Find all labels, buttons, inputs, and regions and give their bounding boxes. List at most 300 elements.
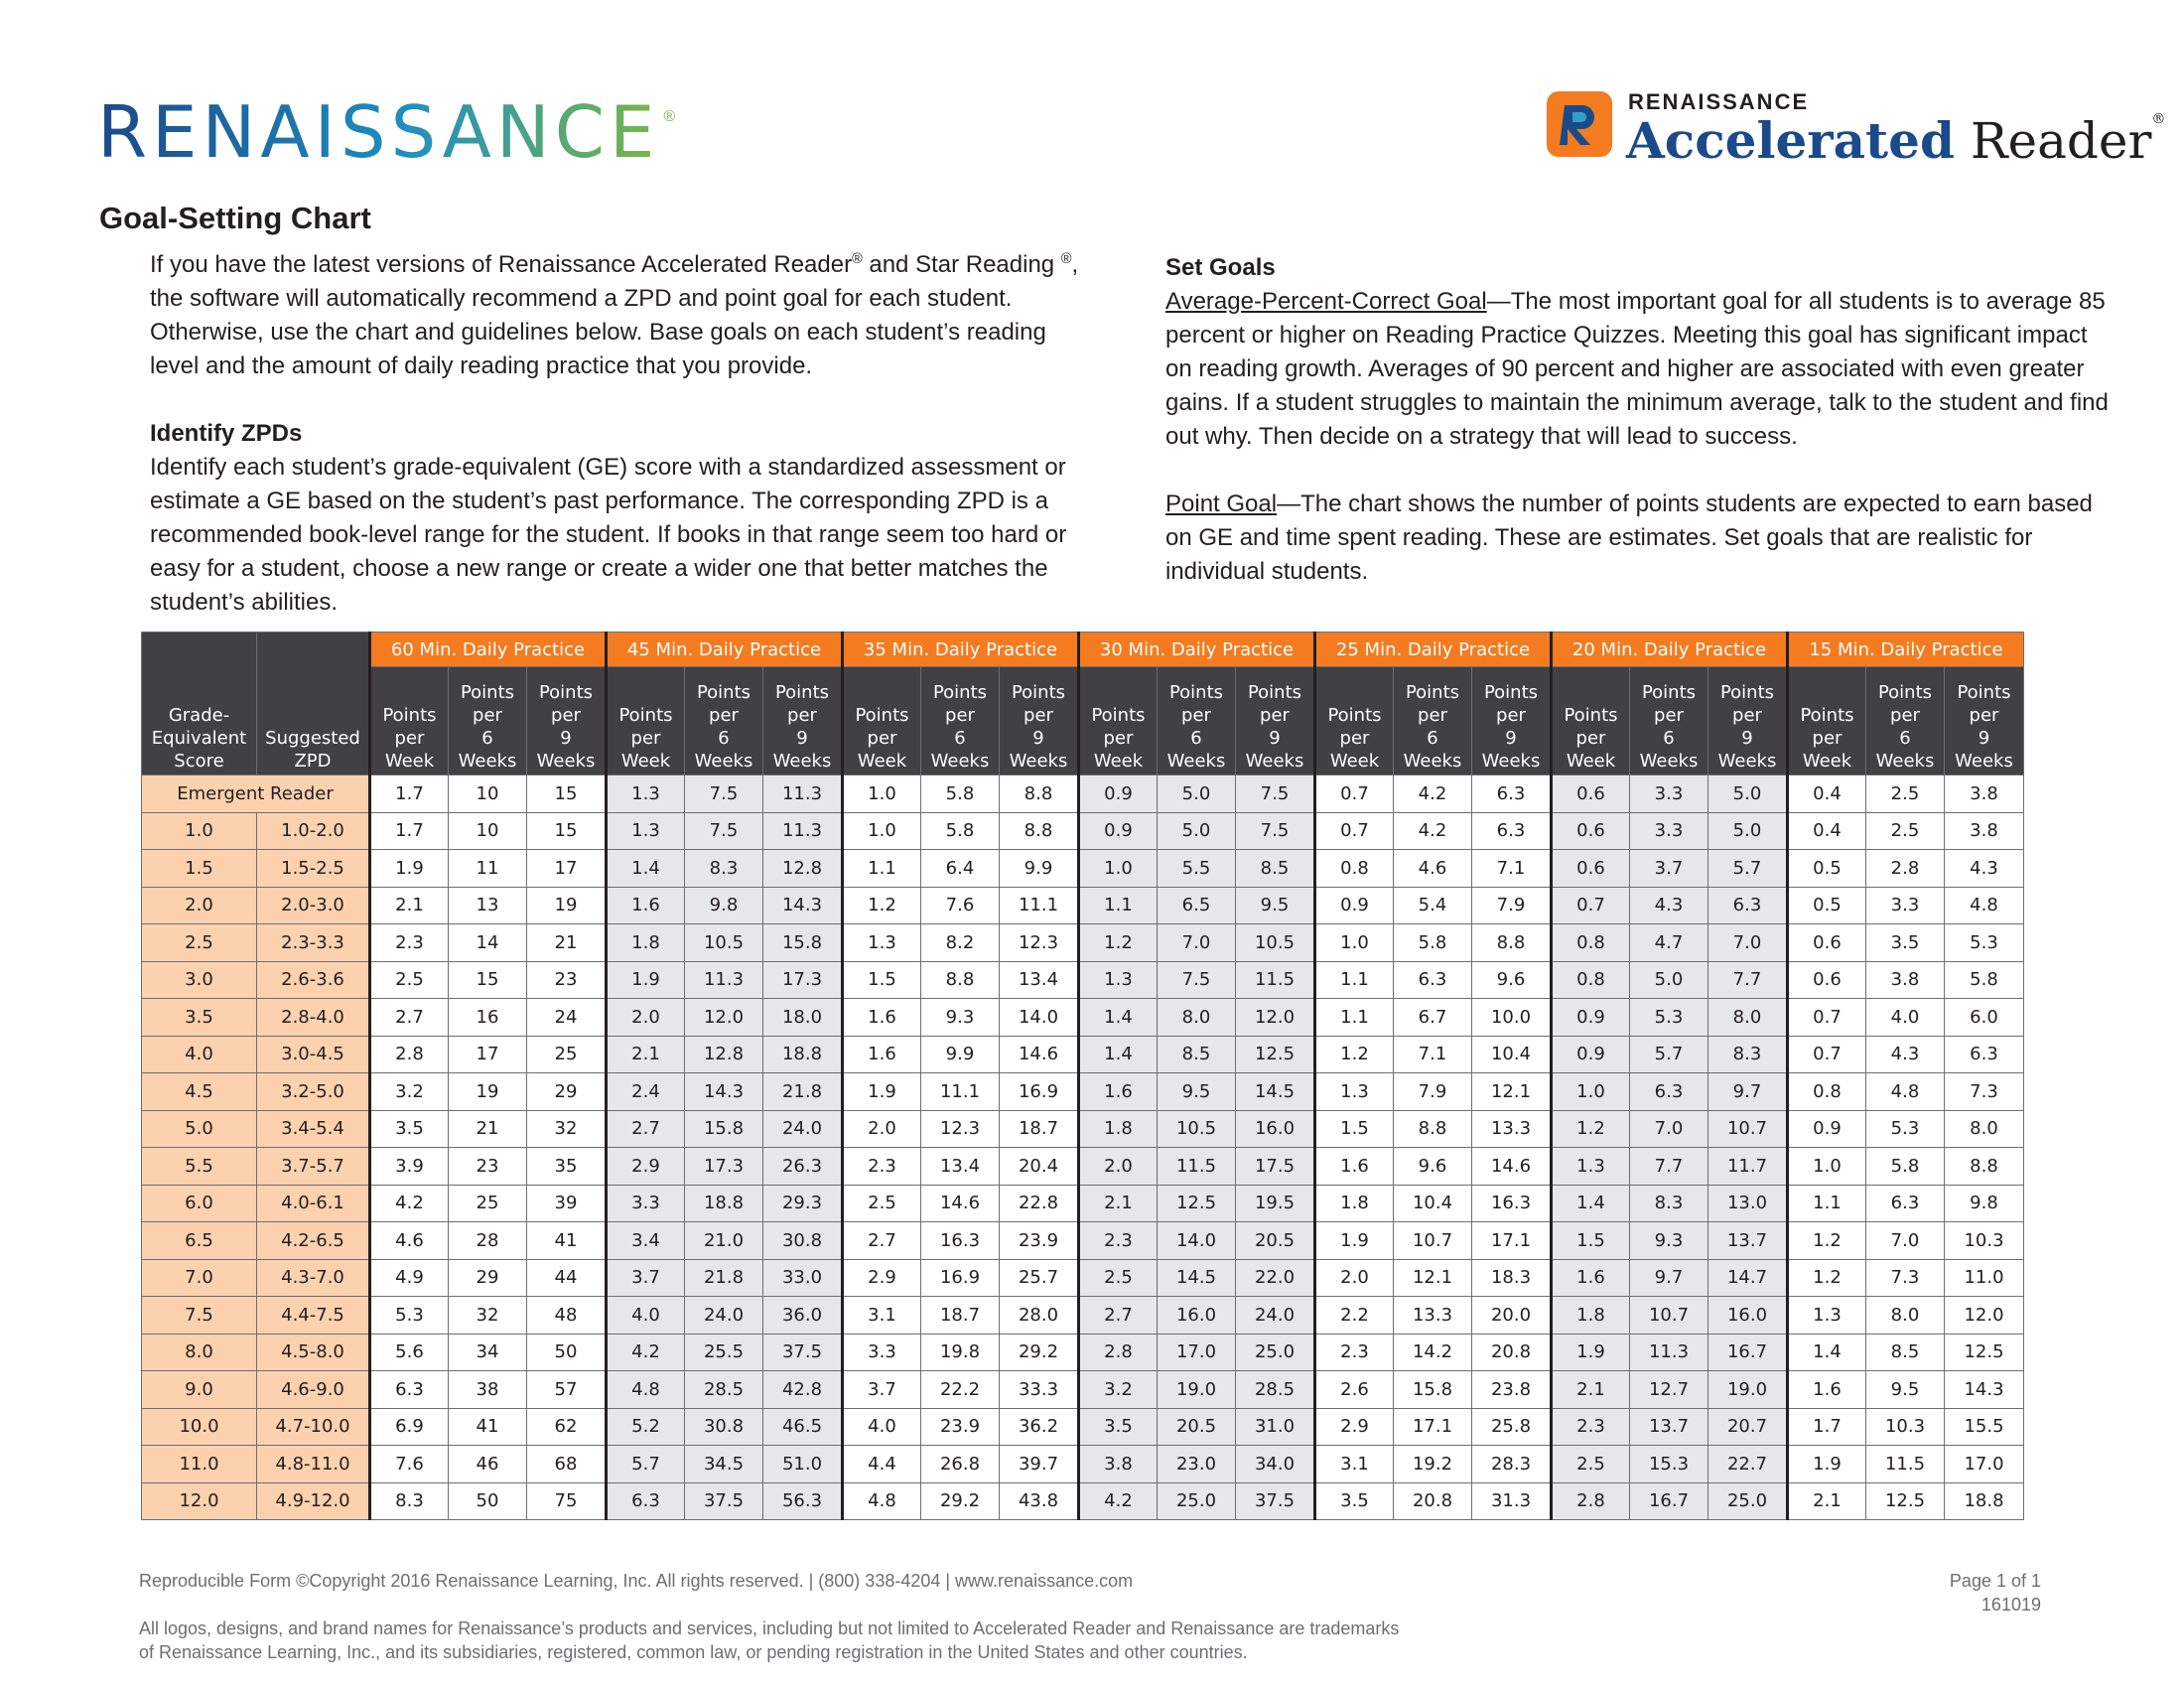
zpd-heading: Identify ZPDs: [150, 420, 303, 447]
points-cell: 9.3: [921, 999, 1000, 1037]
points-cell: 5.8: [1945, 961, 2024, 999]
points-cell: 0.7: [1788, 1036, 1866, 1073]
points-subheader: Points per 6 Weeks: [1866, 667, 1945, 775]
points-cell: 18.3: [1472, 1259, 1552, 1297]
points-cell: 6.3: [1472, 775, 1552, 813]
points-cell: 18.7: [921, 1297, 1000, 1335]
points-cell: 12.5: [1866, 1482, 1945, 1520]
points-cell: 19.2: [1394, 1446, 1472, 1483]
goals-heading: Set Goals: [1165, 254, 1276, 281]
points-cell: 9.9: [1000, 850, 1079, 888]
points-cell: 0.4: [1788, 775, 1866, 813]
points-cell: 5.3: [1866, 1110, 1945, 1148]
points-cell: 6.3: [1394, 961, 1472, 999]
points-cell: 1.6: [1552, 1259, 1630, 1297]
points-cell: 22.8: [1000, 1185, 1079, 1222]
points-cell: 4.0: [843, 1408, 921, 1446]
points-cell: 1.3: [1788, 1297, 1866, 1335]
points-cell: 8.0: [1708, 999, 1788, 1037]
grade-equivalent-cell: 4.0: [142, 1036, 257, 1073]
points-cell: 8.5: [1236, 850, 1315, 888]
points-cell: 1.2: [1552, 1110, 1630, 1148]
points-cell: 18.8: [763, 1036, 843, 1073]
points-subheader: Points per 6 Weeks: [685, 667, 763, 775]
points-cell: 37.5: [1236, 1482, 1315, 1520]
points-cell: 4.9: [370, 1259, 449, 1297]
zpd-cell: 3.0-4.5: [257, 1036, 370, 1073]
points-cell: 3.3: [607, 1185, 685, 1222]
points-cell: 4.4: [843, 1446, 921, 1483]
table-row: [142, 887, 2024, 924]
grade-equivalent-cell: 8.0: [142, 1334, 257, 1371]
points-cell: 0.7: [1552, 887, 1630, 924]
practice-group-header: 60 Min. Daily Practice: [370, 633, 607, 667]
practice-group-header: 25 Min. Daily Practice: [1315, 633, 1552, 667]
points-cell: 0.6: [1788, 924, 1866, 962]
table-row: [142, 1408, 2024, 1446]
points-cell: 10.7: [1630, 1297, 1708, 1335]
intro-paragraph: [150, 248, 1083, 383]
points-cell: 24.0: [685, 1297, 763, 1335]
points-cell: 5.8: [921, 812, 1000, 850]
points-cell: 1.1: [1788, 1185, 1866, 1222]
grade-equivalent-cell: 5.5: [142, 1148, 257, 1186]
grade-equivalent-cell: Emergent Reader: [142, 775, 370, 813]
points-cell: 6.5: [1158, 887, 1236, 924]
points-cell: 8.5: [1866, 1334, 1945, 1371]
points-cell: 9.5: [1866, 1371, 1945, 1409]
points-cell: 5.7: [1708, 850, 1788, 888]
grade-equivalent-cell: 7.0: [142, 1259, 257, 1297]
points-cell: 26.3: [763, 1148, 843, 1186]
points-cell: 11.3: [763, 812, 843, 850]
points-cell: 7.9: [1472, 887, 1552, 924]
points-cell: 3.9: [370, 1148, 449, 1186]
points-cell: 5.8: [921, 775, 1000, 813]
points-cell: 8.3: [1630, 1185, 1708, 1222]
grade-equivalent-cell: 4.5: [142, 1073, 257, 1111]
zpd-cell: 4.0-6.1: [257, 1185, 370, 1222]
points-cell: 4.2: [607, 1334, 685, 1371]
points-subheader: Points per 6 Weeks: [1394, 667, 1472, 775]
points-cell: 9.7: [1708, 1073, 1788, 1111]
points-cell: 1.9: [1552, 1334, 1630, 1371]
points-cell: 2.0: [607, 999, 685, 1037]
points-cell: 15: [527, 775, 607, 813]
points-cell: 0.9: [1552, 1036, 1630, 1073]
points-cell: 2.2: [1315, 1297, 1394, 1335]
practice-group-header: 30 Min. Daily Practice: [1079, 633, 1315, 667]
point-goal-label: Point Goal: [1165, 491, 1278, 517]
points-cell: 2.8: [370, 1036, 449, 1073]
points-cell: 15.8: [763, 924, 843, 962]
points-cell: 12.0: [1236, 999, 1315, 1037]
points-cell: 0.4: [1788, 812, 1866, 850]
points-cell: 24.0: [763, 1110, 843, 1148]
table-row: [142, 1036, 2024, 1073]
points-cell: 1.5: [1552, 1222, 1630, 1260]
zpd-cell: 1.5-2.5: [257, 850, 370, 888]
table-row: [142, 1110, 2024, 1148]
practice-group-header: 20 Min. Daily Practice: [1552, 633, 1788, 667]
points-cell: 25.8: [1472, 1408, 1552, 1446]
points-cell: 7.0: [1866, 1222, 1945, 1260]
points-cell: 62: [527, 1408, 607, 1446]
points-cell: 1.0: [1552, 1073, 1630, 1111]
points-cell: 30.8: [685, 1408, 763, 1446]
points-cell: 14.3: [685, 1073, 763, 1111]
points-cell: 22.0: [1236, 1259, 1315, 1297]
points-cell: 0.8: [1552, 961, 1630, 999]
points-cell: 10.7: [1394, 1222, 1472, 1260]
points-subheader: Points per 9 Weeks: [763, 667, 843, 775]
points-cell: 1.8: [1552, 1297, 1630, 1335]
points-cell: 7.3: [1866, 1259, 1945, 1297]
points-cell: 4.2: [1394, 775, 1472, 813]
points-cell: 10.0: [1472, 999, 1552, 1037]
points-cell: 13.3: [1472, 1110, 1552, 1148]
points-cell: 7.0: [1708, 924, 1788, 962]
points-cell: 4.8: [607, 1371, 685, 1409]
table-row: [142, 1371, 2024, 1409]
points-cell: 1.6: [843, 1036, 921, 1073]
points-cell: 12.7: [1630, 1371, 1708, 1409]
points-cell: 1.1: [1315, 999, 1394, 1037]
accelerated-reader-icon: [1547, 91, 1612, 157]
points-cell: 1.6: [843, 999, 921, 1037]
points-cell: 12.0: [1945, 1297, 2024, 1335]
points-cell: 1.5: [843, 961, 921, 999]
points-cell: 25.0: [1236, 1334, 1315, 1371]
points-cell: 28.3: [1472, 1446, 1552, 1483]
points-cell: 51.0: [763, 1446, 843, 1483]
points-cell: 23.9: [921, 1408, 1000, 1446]
points-cell: 25.7: [1000, 1259, 1079, 1297]
points-cell: 8.0: [1866, 1297, 1945, 1335]
points-cell: 2.3: [370, 924, 449, 962]
apc-paragraph: [1165, 285, 2118, 454]
points-cell: 4.2: [1079, 1482, 1158, 1520]
grade-equivalent-cell: 12.0: [142, 1482, 257, 1520]
table-row: [142, 961, 2024, 999]
points-cell: 22.7: [1708, 1446, 1788, 1483]
points-cell: 9.5: [1236, 887, 1315, 924]
points-cell: 3.2: [370, 1073, 449, 1111]
points-subheader: Points per Week: [1788, 667, 1866, 775]
points-cell: 5.3: [1945, 924, 2024, 962]
grade-equivalent-cell: 11.0: [142, 1446, 257, 1483]
goals-column: [1165, 251, 2118, 589]
points-cell: 11.0: [1945, 1259, 2024, 1297]
points-cell: 0.9: [1552, 999, 1630, 1037]
intro-text-a: If you have the latest versions of Renaissance Accelerated Reader: [150, 251, 853, 278]
points-cell: 25.5: [685, 1334, 763, 1371]
points-subheader: Points per 9 Weeks: [1000, 667, 1079, 775]
points-cell: 6.3: [607, 1482, 685, 1520]
points-cell: 1.9: [370, 850, 449, 888]
table-row: [142, 1073, 2024, 1111]
points-cell: 6.3: [1472, 812, 1552, 850]
points-cell: 1.0: [843, 775, 921, 813]
points-cell: 10.5: [685, 924, 763, 962]
points-cell: 14.7: [1708, 1259, 1788, 1297]
points-cell: 37.5: [685, 1482, 763, 1520]
points-cell: 9.3: [1630, 1222, 1708, 1260]
point-goal-paragraph: [1165, 488, 2118, 589]
points-cell: 0.7: [1315, 775, 1394, 813]
points-cell: 7.3: [1945, 1073, 2024, 1111]
points-cell: 12.1: [1472, 1073, 1552, 1111]
points-cell: 2.5: [1079, 1259, 1158, 1297]
points-cell: 18.8: [685, 1185, 763, 1222]
points-cell: 9.6: [1472, 961, 1552, 999]
points-subheader: Points per Week: [1079, 667, 1158, 775]
points-cell: 23: [449, 1148, 527, 1186]
points-cell: 1.2: [1788, 1222, 1866, 1260]
points-cell: 2.8: [1552, 1482, 1630, 1520]
table-row: [142, 1222, 2024, 1260]
points-cell: 6.3: [1630, 1073, 1708, 1111]
points-cell: 0.6: [1788, 961, 1866, 999]
points-cell: 1.3: [1552, 1148, 1630, 1186]
zpd-cell: 4.6-9.0: [257, 1371, 370, 1409]
points-subheader: Points per Week: [1552, 667, 1630, 775]
points-cell: 12.8: [685, 1036, 763, 1073]
zpd-cell: 3.4-5.4: [257, 1110, 370, 1148]
points-cell: 12.5: [1158, 1185, 1236, 1222]
points-cell: 41: [527, 1222, 607, 1260]
points-cell: 2.0: [1079, 1148, 1158, 1186]
points-cell: 12.3: [921, 1110, 1000, 1148]
points-cell: 1.3: [1315, 1073, 1394, 1111]
points-cell: 10.4: [1472, 1036, 1552, 1073]
copyright-line: Reproducible Form ©Copyright 2016 Renaissance Learning, Inc. All rights reserved. | (800) 338-4204 | www.renaissance.com: [139, 1571, 1134, 1591]
points-cell: 12.1: [1394, 1259, 1472, 1297]
points-cell: 2.9: [843, 1259, 921, 1297]
points-cell: 24.0: [1236, 1297, 1315, 1335]
points-cell: 2.8: [1079, 1334, 1158, 1371]
header-suggested-zpd: Suggested ZPD: [257, 633, 370, 775]
points-cell: 5.0: [1158, 812, 1236, 850]
points-cell: 7.5: [1236, 812, 1315, 850]
points-cell: 3.5: [370, 1110, 449, 1148]
points-cell: 4.0: [607, 1297, 685, 1335]
points-cell: 36.2: [1000, 1408, 1079, 1446]
zpd-cell: 4.7-10.0: [257, 1408, 370, 1446]
points-cell: 30.8: [763, 1222, 843, 1260]
points-cell: 21.0: [685, 1222, 763, 1260]
points-cell: 8.3: [370, 1482, 449, 1520]
points-cell: 13.0: [1708, 1185, 1788, 1222]
points-cell: 28.5: [685, 1371, 763, 1409]
points-cell: 20.5: [1236, 1222, 1315, 1260]
points-cell: 4.6: [1394, 850, 1472, 888]
points-cell: 2.5: [843, 1185, 921, 1222]
points-cell: 16.7: [1708, 1334, 1788, 1371]
points-cell: 0.5: [1788, 850, 1866, 888]
points-cell: 1.3: [607, 775, 685, 813]
points-cell: 17.3: [763, 961, 843, 999]
points-cell: 3.8: [1866, 961, 1945, 999]
points-cell: 2.3: [1315, 1334, 1394, 1371]
points-cell: 1.6: [1788, 1371, 1866, 1409]
points-cell: 57: [527, 1371, 607, 1409]
points-cell: 2.8: [1866, 850, 1945, 888]
points-cell: 75: [527, 1482, 607, 1520]
points-cell: 5.2: [607, 1408, 685, 1446]
grade-equivalent-cell: 3.5: [142, 999, 257, 1037]
zpd-cell: 2.8-4.0: [257, 999, 370, 1037]
points-cell: 2.1: [607, 1036, 685, 1073]
points-cell: 1.2: [1079, 924, 1158, 962]
points-cell: 6.4: [921, 850, 1000, 888]
practice-group-header: 35 Min. Daily Practice: [843, 633, 1079, 667]
points-cell: 38: [449, 1371, 527, 1409]
points-cell: 1.7: [1788, 1408, 1866, 1446]
points-cell: 50: [527, 1334, 607, 1371]
points-cell: 18.0: [763, 999, 843, 1037]
points-cell: 9.9: [921, 1036, 1000, 1073]
points-cell: 11.1: [921, 1073, 1000, 1111]
table-row: [142, 850, 2024, 888]
points-cell: 25.0: [1708, 1482, 1788, 1520]
points-cell: 25: [527, 1036, 607, 1073]
points-cell: 0.9: [1079, 812, 1158, 850]
points-subheader: Points per 9 Weeks: [1708, 667, 1788, 775]
points-cell: 29: [449, 1259, 527, 1297]
page-title: Goal-Setting Chart: [99, 201, 371, 235]
points-cell: 10.3: [1945, 1222, 2024, 1260]
points-cell: 20.7: [1708, 1408, 1788, 1446]
points-cell: 3.1: [843, 1297, 921, 1335]
points-cell: 4.2: [370, 1185, 449, 1222]
points-cell: 13: [449, 887, 527, 924]
points-cell: 13.4: [921, 1148, 1000, 1186]
points-cell: 68: [527, 1446, 607, 1483]
points-cell: 9.7: [1630, 1259, 1708, 1297]
points-cell: 5.7: [607, 1446, 685, 1483]
points-cell: 14.0: [1000, 999, 1079, 1037]
grade-equivalent-cell: 1.5: [142, 850, 257, 888]
points-cell: 3.2: [1079, 1371, 1158, 1409]
points-cell: 1.8: [1315, 1185, 1394, 1222]
points-cell: 2.5: [1552, 1446, 1630, 1483]
points-cell: 14.5: [1158, 1259, 1236, 1297]
points-cell: 41: [449, 1408, 527, 1446]
points-cell: 32: [449, 1297, 527, 1335]
points-cell: 10.3: [1866, 1408, 1945, 1446]
points-cell: 2.3: [1079, 1222, 1158, 1260]
points-cell: 12.5: [1236, 1036, 1315, 1073]
points-cell: 11.5: [1236, 961, 1315, 999]
points-cell: 11.7: [1708, 1148, 1788, 1186]
points-cell: 8.5: [1158, 1036, 1236, 1073]
points-cell: 11.5: [1158, 1148, 1236, 1186]
points-cell: 1.7: [370, 812, 449, 850]
points-cell: 1.6: [1079, 1073, 1158, 1111]
points-cell: 12.3: [1000, 924, 1079, 962]
product-name-2: Reader: [1970, 112, 2152, 170]
points-cell: 10.7: [1708, 1110, 1788, 1148]
points-cell: 1.9: [843, 1073, 921, 1111]
points-cell: 2.1: [370, 887, 449, 924]
points-cell: 14.0: [1158, 1222, 1236, 1260]
points-cell: 7.6: [370, 1446, 449, 1483]
points-cell: 3.1: [1315, 1446, 1394, 1483]
points-cell: 7.7: [1630, 1148, 1708, 1186]
points-cell: 0.6: [1552, 775, 1630, 813]
zpd-cell: 2.3-3.3: [257, 924, 370, 962]
points-cell: 0.7: [1315, 812, 1394, 850]
points-cell: 25.0: [1158, 1482, 1236, 1520]
points-cell: 32: [527, 1110, 607, 1148]
product-name: [1626, 111, 2165, 170]
points-cell: 0.9: [1079, 775, 1158, 813]
points-cell: 6.0: [1945, 999, 2024, 1037]
points-cell: 1.0: [1079, 850, 1158, 888]
apc-text: —The most important goal for all students is to average 85 percent or higher on Reading Practice Quizzes. Meeting this goal has significant impact on reading growth. Averages of 90 percent and higher are associated with even greater gains. If a student struggles to maintain the minimum average, talk to the student and find out why. Then decide on a strategy that will lead to success.: [1165, 288, 2109, 450]
table-row: [142, 1334, 2024, 1371]
points-cell: 8.8: [1472, 924, 1552, 962]
points-cell: 37.5: [763, 1334, 843, 1371]
points-cell: 2.7: [843, 1222, 921, 1260]
points-cell: 14.3: [763, 887, 843, 924]
points-cell: 7.1: [1472, 850, 1552, 888]
points-cell: 1.2: [1788, 1259, 1866, 1297]
points-cell: 15: [449, 961, 527, 999]
points-subheader: Points per Week: [370, 667, 449, 775]
points-cell: 33.3: [1000, 1371, 1079, 1409]
points-cell: 3.7: [843, 1371, 921, 1409]
accelerated-reader-logo: [1547, 89, 2166, 170]
points-cell: 2.4: [607, 1073, 685, 1111]
points-cell: 17: [449, 1036, 527, 1073]
points-cell: 1.4: [1079, 999, 1158, 1037]
points-subheader: Points per 6 Weeks: [1630, 667, 1708, 775]
points-cell: 13.3: [1394, 1297, 1472, 1335]
points-cell: 3.5: [1079, 1408, 1158, 1446]
intro-text-c: , the software will automatically recommend a ZPD and point goal for each student. Otherwise, use the chart and guidelines below. Base goals on each student’s reading level and the amount of daily reading practice that you provide.: [150, 251, 1079, 379]
points-cell: 3.8: [1945, 775, 2024, 813]
points-cell: 2.5: [1866, 775, 1945, 813]
points-cell: 0.9: [1788, 1110, 1866, 1148]
grade-equivalent-cell: 10.0: [142, 1408, 257, 1446]
points-cell: 2.6: [1315, 1371, 1394, 1409]
grade-equivalent-cell: 2.5: [142, 924, 257, 962]
points-cell: 0.9: [1315, 887, 1394, 924]
points-subheader: Points per Week: [1315, 667, 1394, 775]
points-cell: 8.0: [1945, 1110, 2024, 1148]
points-cell: 20.5: [1158, 1408, 1236, 1446]
grade-equivalent-cell: 7.5: [142, 1297, 257, 1335]
points-cell: 1.4: [1788, 1334, 1866, 1371]
points-cell: 3.3: [1630, 812, 1708, 850]
points-cell: 5.0: [1708, 812, 1788, 850]
points-cell: 23: [527, 961, 607, 999]
points-cell: 21: [449, 1110, 527, 1148]
points-cell: 2.1: [1788, 1482, 1866, 1520]
zpd-cell: 4.4-7.5: [257, 1297, 370, 1335]
points-cell: 23.9: [1000, 1222, 1079, 1260]
points-cell: 7.7: [1708, 961, 1788, 999]
points-cell: 4.3: [1945, 850, 2024, 888]
points-cell: 7.5: [1236, 775, 1315, 813]
points-cell: 1.8: [1079, 1110, 1158, 1148]
points-cell: 1.9: [1315, 1222, 1394, 1260]
points-cell: 1.2: [843, 887, 921, 924]
points-cell: 2.3: [1552, 1408, 1630, 1446]
points-cell: 1.6: [1315, 1148, 1394, 1186]
